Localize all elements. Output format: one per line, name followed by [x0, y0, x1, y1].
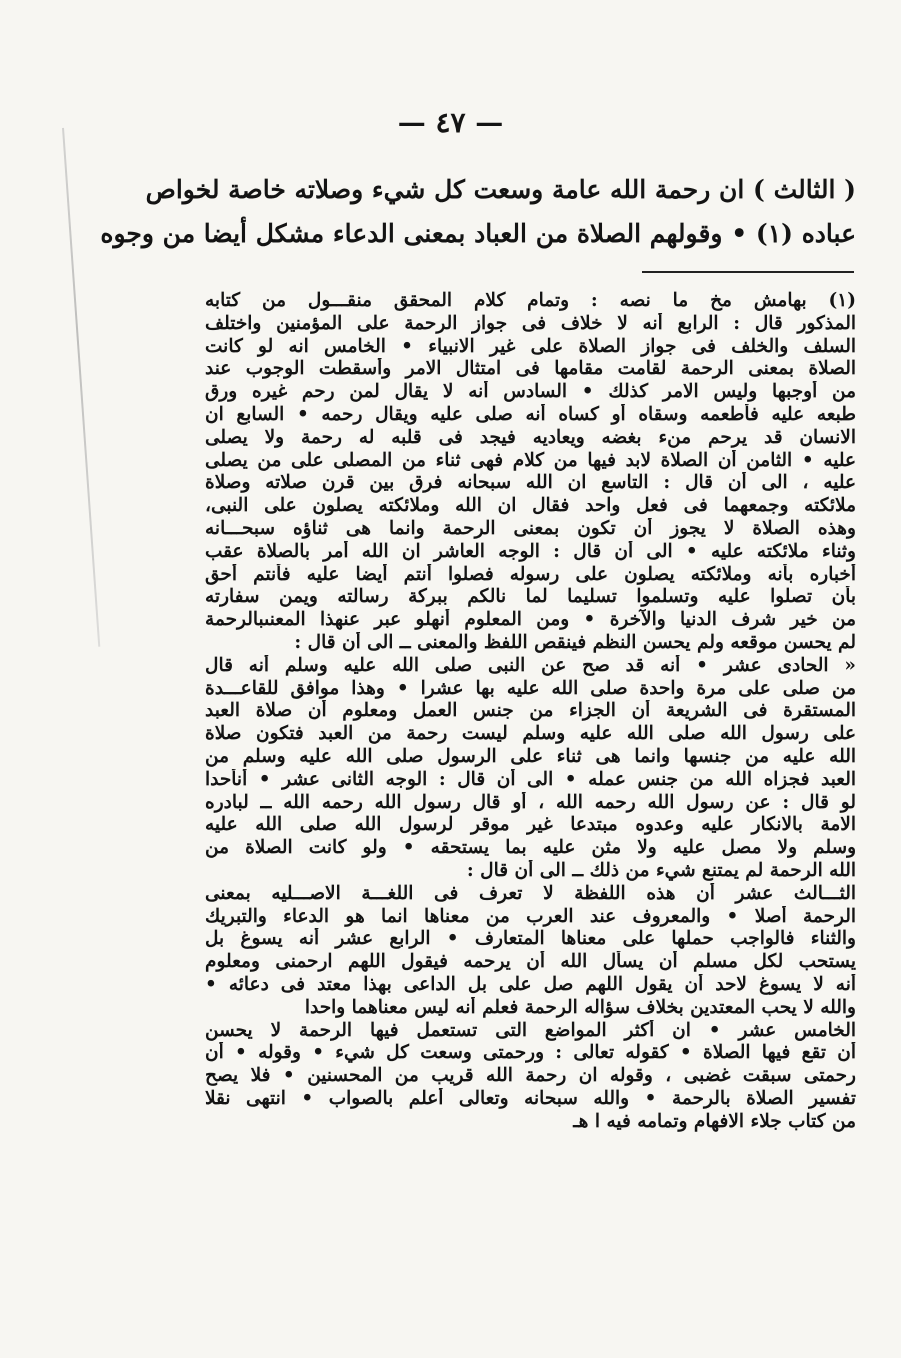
footnote-line: المستقرة فى الشريعة أن الجزاء من جنس العمل ومعلوم أن صلاة العبد	[205, 700, 856, 722]
footnote-line: الانسان قد يرحم منء بغضه ويعاديه فيجد فى قلبه له رحمة ولا يصلى	[205, 426, 856, 448]
footnote-line: وسلم ولا مصل عليه ولا مثن عليه بما يستحقه • ولو كانت الصلاة من	[205, 837, 856, 859]
footnote-line: لم يحسن موقعه ولم يحسن النظم فينقص اللفظ والمعنى ــ الى أن قال :	[294, 631, 856, 653]
footnote-line: الله الرحمة لم يمتنع شيء من ذلك ــ الى أن قال :	[466, 859, 856, 881]
footnote-line: تفسير الصلاة بالرحمة • والله سبحانه وتعالى أعلم بالصواب • انتهى نقلا	[205, 1087, 856, 1109]
footnote-line: على رسول الله صلى الله عليه وسلم ليست رحمة من العبد فتكون صلاة	[205, 723, 856, 745]
footnote-line: لو قال : عن رسول الله رحمه الله ، أو قال رسول الله رحمه الله ــ لبادره	[205, 791, 856, 813]
footnote-line: رحمتى سبقت غضبى ، وقوله ان رحمة الله قريب من المحسنين • فلا يصح	[205, 1065, 856, 1087]
footnote-line: الخامس عشر • ان أكثر المواضع التى تستعمل فيها الرحمة لا يحسن	[205, 1019, 856, 1041]
footnote-line: يستحب لكل مسلم أن يسأل الله أن يرحمه فيقول اللهم ارحمنى ومعلوم	[205, 951, 856, 973]
footnote-line: من أوجبها وليس الامر كذلك • السادس أنه لا يقال لمن رحم غيره ورق	[205, 381, 856, 403]
footnote-line: والله لا يحب المعتدين بخلاف سؤاله الرحمة فعلم أنه ليس معناهما واحدا	[304, 996, 856, 1018]
footnote-line: أن تقع فيها الصلاة • كقوله تعالى : ورحمتى وسعت كل شيء • وقوله • أن	[205, 1042, 856, 1064]
footnote	[205, 290, 856, 1133]
footnote-line: الثـــالث عشر أن هذه اللفظة لا تعرف فى اللغـــة الاصـــليه بمعنى	[205, 882, 856, 904]
footnote-line: والثناء فالواجب حملها على معناها المتعارف • الرابع عشر أنه يسوغ بل	[205, 928, 856, 950]
footnote-line: المذكور قال : الرابع أنه لا خلاف فى جواز الرحمة على المؤمنين واختلف	[205, 312, 856, 334]
footnote-line: أنه لا يسوغ لاحد أن يقول اللهم صل على بل الداعى بهذا معتد فى دعائه •	[205, 973, 856, 995]
footnote-line: وهذه الصلاة لا يجوز أن تكون بمعنى الرحمة وانما هى ثناؤه سبحـــانه	[205, 517, 856, 539]
footnote-line: من كتاب جلاء الافهام وتمامه فيه ا هـ	[573, 1110, 856, 1132]
footnote-line: العبد فجزاه الله من جنس عمله • الى أن قال : الوجه الثانى عشر • أنأحدا	[205, 768, 856, 790]
footnote-line: (١) بهامش مخ ما نصه : وتمام كلام المحقق منقـــول من كتابه	[205, 290, 856, 311]
margin-pencil-stroke	[62, 128, 100, 647]
main-text	[100, 168, 856, 256]
footnote-line: السلف والخلف فى جواز الصلاة على غير الانبياء • الخامس انه لو كانت	[205, 335, 856, 357]
page-number: — ٤٧ —	[397, 106, 504, 139]
footnote-separator	[642, 271, 854, 273]
footnote-line: بأن تصلوا عليه وتسلموا تسليما لما نالكم ببركة رسالته ويمن سفارته	[205, 586, 856, 608]
footnote-line: « الحادى عشر • أنه قد صح عن النبى صلى الله عليه وسلم أنه قال	[205, 654, 856, 676]
main-text-line: عباده (١) • وقولهم الصلاة من العباد بمعنى الدعاء مشكل أيضا من وجوه	[100, 219, 856, 248]
footnote-line: من صلى على مرة واحدة صلى الله عليه بها عشرا • وهذا موافق للقاعـــدة	[205, 677, 856, 699]
main-text-line: ( الثالث ) ان رحمة الله عامة وسعت كل شيء وصلاته خاصة لخواص	[145, 175, 856, 204]
footnote-line: الله عليه من جنسها وانما هى ثناء على الرسول صلى الله عليه وسلم من	[205, 745, 856, 767]
footnote-line: طبعه عليه فأطعمه وسقاه أو كساه أنه صلى عليه ويقال رحمه • السابع ان	[205, 403, 856, 425]
footnote-line: الرحمة أصلا • والمعروف عند العرب من معناها انما هو الدعاء والتبريك	[205, 905, 856, 927]
footnote-line: من خير شرف الدنيا والآخرة • ومن المعلوم أنهلو عبر عنهذا المعنىبالرحمة	[205, 609, 856, 631]
footnote-line: عليه ، الى أن قال : التاسع ان الله سبحانه فرق بين قرن صلاته وصلاة	[205, 472, 856, 494]
footnote-line: ملائكته وجمعهما فى فعل واحد فقال ان الله وملائكته يصلون على النبى،	[205, 495, 856, 517]
footnote-line: عليه • الثامن أن الصلاة لابد فيها من كلام فهى ثناء من المصلى على من يصلى	[205, 449, 856, 471]
footnote-line: الامة بالانكار عليه وعدوه مبتدعا غير موقر لرسول الله صلى الله عليه	[205, 814, 856, 836]
footnote-line: الصلاة بمعنى الرحمة لقامت مقامها فى امتثال الامر وأسقطت الوجوب عند	[205, 358, 856, 380]
footnote-line: وثناء ملائكته عليه • الى أن قال : الوجه العاشر ان الله أمر بالصلاة عقب	[205, 540, 856, 562]
footnote-line: أخباره بأنه وملائكته يصلون على رسوله فصلوا أنتم أيضا عليه فأنتم أحق	[205, 563, 856, 585]
